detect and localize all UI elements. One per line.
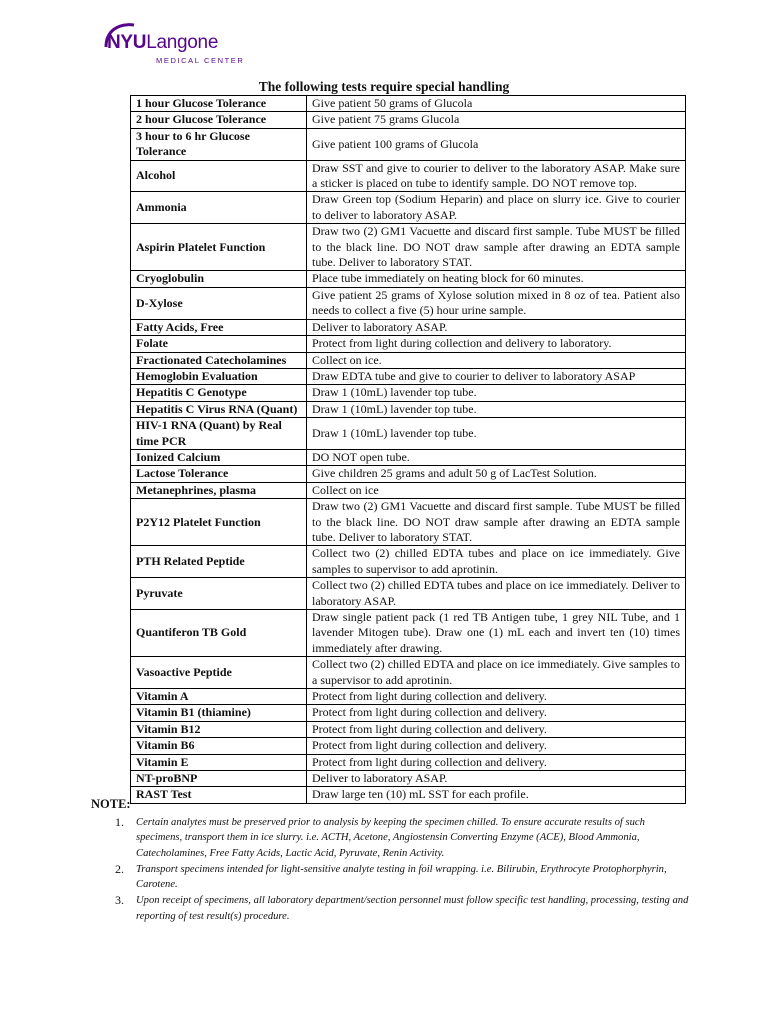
test-name: Fatty Acids, Free <box>131 319 307 335</box>
test-name: Hemoglobin Evaluation <box>131 368 307 384</box>
test-name: Vasoactive Peptide <box>131 657 307 689</box>
table-row <box>131 287 686 319</box>
logo-brand-bold: NYU <box>107 32 147 53</box>
table-row <box>131 271 686 287</box>
test-name: PTH Related Peptide <box>131 546 307 578</box>
test-instruction: Draw SST and give to courier to deliver to the laboratory ASAP. Make sure a sticker is placed on tube to identify sample. DO NOT remove top. <box>307 160 686 192</box>
note-number: 3. <box>115 893 124 908</box>
table-row <box>131 96 686 112</box>
table-row <box>131 160 686 192</box>
table-row <box>131 352 686 368</box>
note-item <box>91 815 691 861</box>
test-instruction: Place tube immediately on heating block for 60 minutes. <box>307 271 686 287</box>
test-instruction: Protect from light during collection and delivery to laboratory. <box>307 336 686 352</box>
test-instruction: Protect from light during collection and delivery. <box>307 738 686 754</box>
test-instruction: Draw two (2) GM1 Vacuette and discard first sample. Tube MUST be filled to the black line. DO NOT draw sample after drawing an EDTA sample tube. Deliver to laboratory STAT. <box>307 499 686 546</box>
test-instruction: Draw 1 (10mL) lavender top tube. <box>307 385 686 401</box>
test-name: Pyruvate <box>131 578 307 610</box>
test-name: NT-proBNP <box>131 771 307 787</box>
note-number: 1. <box>115 815 124 829</box>
note-text: Upon receipt of specimens, all laboratory department/section personnel must follow specific test handling, processing, testing and reporting of test result(s) procedure. <box>136 895 689 922</box>
table-row <box>131 754 686 770</box>
test-name: Vitamin B12 <box>131 721 307 737</box>
test-name: Ionized Calcium <box>131 449 307 465</box>
table-row <box>131 689 686 705</box>
test-name: 2 hour Glucose Tolerance <box>131 112 307 128</box>
test-name: Lactose Tolerance <box>131 466 307 482</box>
test-instruction: Give patient 75 grams Glucola <box>307 112 686 128</box>
table-row <box>131 224 686 271</box>
test-instruction: Give children 25 grams and adult 50 g of LacTest Solution. <box>307 466 686 482</box>
page-title: The following tests require special handling <box>258 79 510 94</box>
test-name: Ammonia <box>131 192 307 224</box>
test-instruction: DO NOT open tube. <box>307 449 686 465</box>
table-row <box>131 418 686 450</box>
table-row <box>131 192 686 224</box>
table-row <box>131 771 686 787</box>
table-row <box>131 368 686 384</box>
test-name: 1 hour Glucose Tolerance <box>131 96 307 112</box>
test-name: Folate <box>131 336 307 352</box>
note-list <box>91 815 691 924</box>
notes-section <box>91 797 691 925</box>
table-row <box>131 128 686 160</box>
test-name: Vitamin A <box>131 689 307 705</box>
test-instruction: Draw large ten (10) mL SST for each profile. <box>307 787 686 803</box>
test-instruction: Give patient 50 grams of Glucola <box>307 96 686 112</box>
special-handling-table <box>130 95 686 804</box>
test-name: D-Xylose <box>131 287 307 319</box>
logo-subtitle: MEDICAL CENTER <box>156 56 245 65</box>
test-name: Cryoglobulin <box>131 271 307 287</box>
table-row <box>131 385 686 401</box>
test-instruction: Give patient 100 grams of Glucola <box>307 128 686 160</box>
test-instruction: Draw single patient pack (1 red TB Antigen tube, 1 grey NIL Tube, and 1 lavender Mitogen tube). Draw one (1) mL each and invert ten (10) times immediately after drawing. <box>307 610 686 657</box>
test-name: Vitamin E <box>131 754 307 770</box>
table-row <box>131 738 686 754</box>
test-name: HIV-1 RNA (Quant) by Real time PCR <box>131 418 307 450</box>
test-instruction: Deliver to laboratory ASAP. <box>307 319 686 335</box>
test-name: P2Y12 Platelet Function <box>131 499 307 546</box>
test-instruction: Protect from light during collection and delivery. <box>307 754 686 770</box>
test-instruction: Draw Green top (Sodium Heparin) and place on slurry ice. Give to courier to deliver to laboratory ASAP. <box>307 192 686 224</box>
test-instruction: Protect from light during collection and delivery. <box>307 705 686 721</box>
test-instruction: Draw 1 (10mL) lavender top tube. <box>307 401 686 417</box>
note-text: Transport specimens intended for light-sensitive analyte testing in foil wrapping. i.e. Bilirubin, Erythrocyte Protophorphyrin, Carotene. <box>136 863 667 891</box>
test-name: 3 hour to 6 hr Glucose Tolerance <box>131 128 307 160</box>
test-name: Alcohol <box>131 160 307 192</box>
test-name: Metanephrines, plasma <box>131 482 307 498</box>
table-row <box>131 336 686 352</box>
tests-table-body <box>131 96 686 804</box>
test-instruction: Collect two (2) chilled EDTA tubes and place on ice immediately. Deliver to laboratory ASAP. <box>307 578 686 610</box>
test-name: Vitamin B6 <box>131 738 307 754</box>
table-row <box>131 319 686 335</box>
test-instruction: Give patient 25 grams of Xylose solution mixed in 8 oz of tea. Patient also needs to collect a five (5) hour urine sample. <box>307 287 686 319</box>
logo-brand-light: Langone <box>146 32 219 53</box>
test-name: Vitamin B1 (thiamine) <box>131 705 307 721</box>
test-name: Hepatitis C Genotype <box>131 385 307 401</box>
note-item <box>91 862 691 893</box>
test-instruction: Collect two (2) chilled EDTA and place on ice immediately. Give samples to a supervisor to add aprotinin. <box>307 657 686 689</box>
note-title: NOTE: <box>91 797 131 811</box>
note-text: Certain analytes must be preserved prior to analysis by keeping the specimen chilled. To ensure accurate results of such specimens, transport them in ice slurry. i.e. ACTH, Acetone, Angiostensin Converting Enzyme (ACE), Blood Ammonia, Catecholamines, Free Fatty Acids, Lactic Acid, Pyruvate, Renin Activity. <box>136 817 645 859</box>
table-row <box>131 499 686 546</box>
test-instruction: Protect from light during collection and delivery. <box>307 689 686 705</box>
test-instruction: Draw 1 (10mL) lavender top tube. <box>307 418 686 450</box>
table-row <box>131 112 686 128</box>
test-instruction: Draw EDTA tube and give to courier to deliver to laboratory ASAP <box>307 368 686 384</box>
table-row <box>131 578 686 610</box>
test-instruction: Collect on ice <box>307 482 686 498</box>
test-instruction: Deliver to laboratory ASAP. <box>307 771 686 787</box>
table-row <box>131 705 686 721</box>
note-item <box>91 893 691 924</box>
test-instruction: Collect two (2) chilled EDTA tubes and place on ice immediately. Give samples to supervisor to add aprotinin. <box>307 546 686 578</box>
test-instruction: Protect from light during collection and delivery. <box>307 721 686 737</box>
table-row <box>131 657 686 689</box>
logo-wordmark <box>107 32 218 54</box>
table-row <box>131 721 686 737</box>
test-instruction: Collect on ice. <box>307 352 686 368</box>
table-row <box>131 401 686 417</box>
test-name: Hepatitis C Virus RNA (Quant) <box>131 401 307 417</box>
note-number: 2. <box>115 861 124 876</box>
table-row <box>131 449 686 465</box>
table-row <box>131 546 686 578</box>
nyu-langone-logo <box>104 21 245 69</box>
test-name: Fractionated Catecholamines <box>131 352 307 368</box>
test-instruction: Draw two (2) GM1 Vacuette and discard first sample. Tube MUST be filled to the black line. DO NOT draw sample after drawing an EDTA sample tube. Deliver to laboratory STAT. <box>307 224 686 271</box>
test-name: Quantiferon TB Gold <box>131 610 307 657</box>
table-row <box>131 482 686 498</box>
table-row <box>131 610 686 657</box>
table-row <box>131 466 686 482</box>
test-name: RAST Test <box>131 787 307 803</box>
test-name: Aspirin Platelet Function <box>131 224 307 271</box>
